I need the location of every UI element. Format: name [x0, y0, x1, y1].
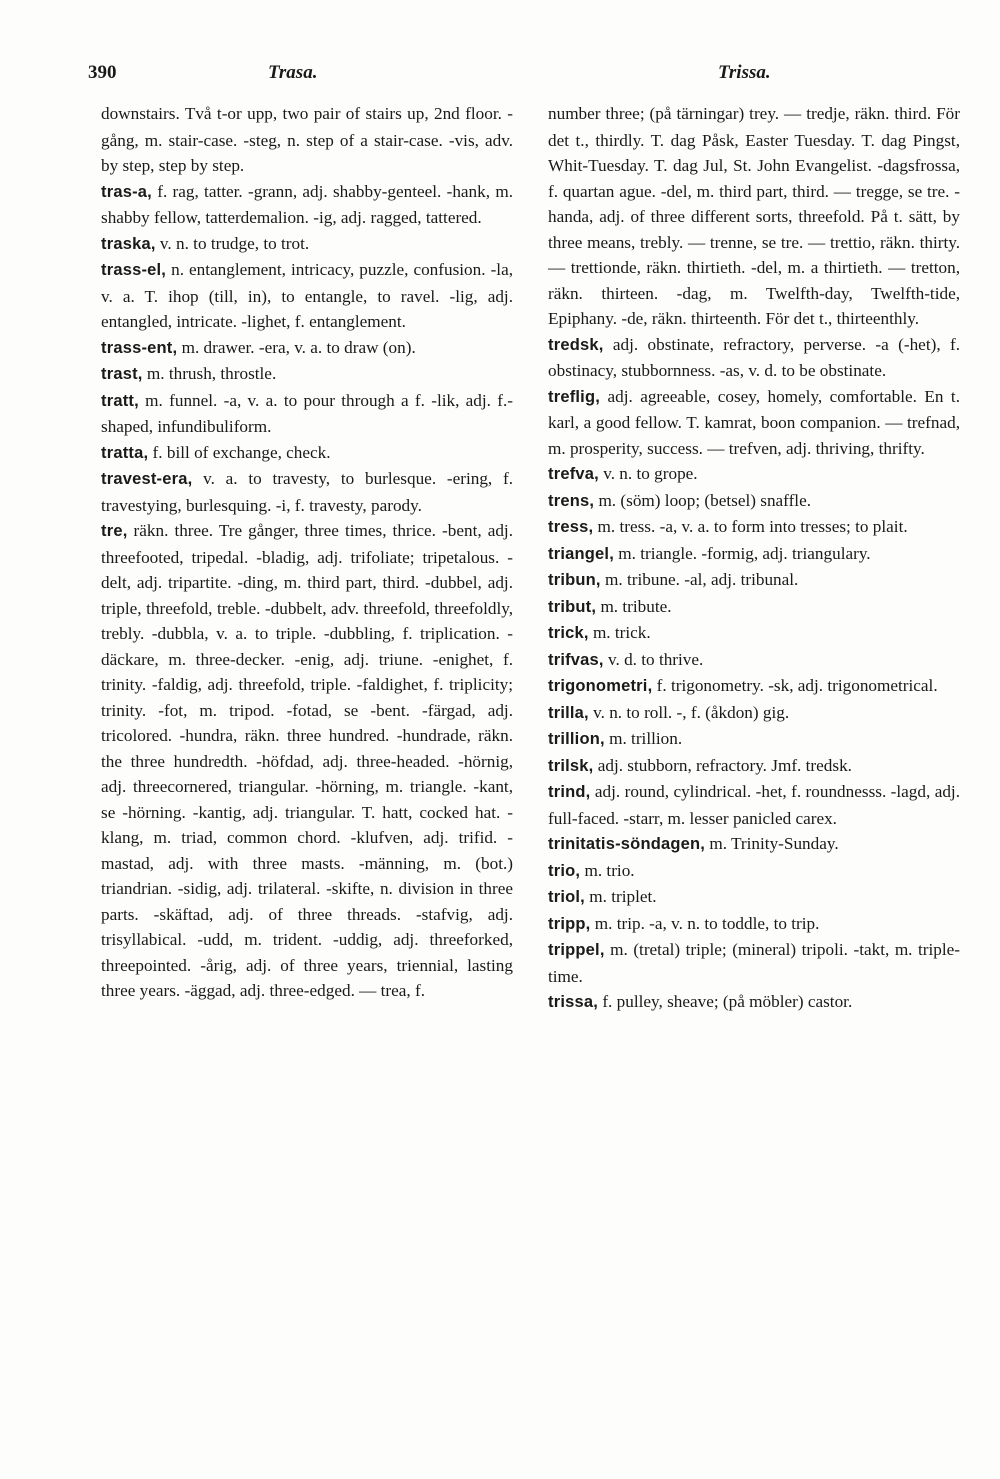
definition: f. rag, tatter. -grann, adj. shabby-genteel. -hank, m. shabby fellow, tatterdemalion. -ig, adj. ragged, tattered.: [101, 181, 513, 227]
definition: adj. obstinate, refractory, perverse. -a (-het), f. obstinacy, stubbornness. -as, v. d. to be obstinate.: [548, 334, 960, 380]
headword: tratta,: [101, 443, 149, 462]
definition: m. (söm) loop; (betsel) snaffle.: [598, 490, 812, 510]
definition: number three; (på tärningar) trey. — tredje, räkn. third. För det t., thirdly. T. dag Påsk, Easter Tuesday. T. dag Pingst, Whit-Tuesday. T. dag Jul, St. John Evangelist. -dagsfrossa, f. quartan ague. -del, m. third part, third. — tregge, se tre. -handa, adj. of three different sorts, threefold. På t. sätt, by three means, trebly. — trenne, se tre. — trettio, räkn. thirty. — trettionde, räkn. thirtieth. -del, m. a thirtieth. — tretton, räkn. thirteen. -dag, m. Twelfth-day, Twelfth-tide, Epiphany. -de, räkn. thirteenth. För det t., thirteenthly.: [548, 104, 960, 328]
headword: trick,: [548, 624, 589, 642]
headword: tribun,: [548, 571, 601, 589]
definition: f. trigonometry. -sk, adj. trigonometrical.: [656, 676, 938, 695]
dictionary-entry: [101, 257, 513, 335]
dictionary-entry: [101, 335, 513, 362]
definition: v. a. to travesty, to burlesque. -ering, f. travestying, burlesquing. -i, f. travesty, parody.: [101, 469, 513, 515]
dictionary-entry: [101, 179, 513, 231]
dictionary-entry: [548, 384, 960, 462]
dictionary-entry: [548, 911, 960, 938]
headword: tripp,: [548, 914, 591, 933]
definition: m. trick.: [592, 623, 651, 642]
headword: trens,: [548, 491, 595, 510]
headword: tratt,: [101, 391, 139, 410]
dictionary-entry: [548, 831, 960, 858]
definition: m. tress. -a, v. a. to form into tresses; to plait.: [597, 517, 908, 536]
definition: v. n. to grope.: [603, 464, 698, 483]
definition: m. thrush, throstle.: [146, 364, 277, 383]
definition: m. trip. -a, v. n. to toddle, to trip.: [594, 913, 820, 933]
headword: trind,: [548, 783, 591, 801]
headword: triol,: [548, 888, 585, 906]
dictionary-entry: [548, 937, 960, 989]
headword: trilla,: [548, 703, 589, 722]
definition: m. tribute.: [600, 596, 672, 616]
headword: trinitatis-söndagen,: [548, 835, 706, 853]
headword: tribut,: [548, 597, 597, 616]
definition: m. (tretal) triple; (mineral) tripoli. -takt, m. triple-time.: [548, 940, 961, 986]
dictionary-entry: [101, 388, 513, 440]
left-guide-word: Trasa.: [268, 62, 318, 83]
headword: travest-era,: [101, 470, 193, 488]
headword: trilsk,: [548, 756, 594, 775]
headword: traska,: [101, 234, 156, 253]
definition: m. triplet.: [589, 887, 657, 906]
dictionary-entry: [548, 858, 960, 885]
right-column: [548, 101, 960, 1016]
definition: m. Trinity-Sunday.: [709, 834, 839, 853]
dictionary-entry: [101, 466, 513, 518]
definition: downstairs. Två t-or upp, two pair of stairs up, 2nd floor. -gång, m. stair-case. -steg, n. step of a stair-case. -vis, adv. by step, step by step.: [101, 104, 513, 175]
dictionary-entry: [548, 726, 960, 753]
page-number: 390: [88, 62, 117, 83]
definition: m. funnel. -a, v. a. to pour through a f. -lik, adj. f.-shaped, infundibuliform.: [101, 390, 514, 436]
dictionary-entry: [101, 231, 513, 258]
dictionary-entry: [548, 673, 960, 700]
dictionary-entry: [548, 541, 960, 568]
dictionary-entry: [101, 101, 513, 179]
definition: n. entanglement, intricacy, puzzle, confusion. -la, v. a. T. ihop (till, in), to entangle, to ravel. -lig, adj. entangled, intricate. -lighet, f. entanglement.: [101, 260, 513, 331]
right-guide-word: Trissa.: [718, 62, 771, 83]
dictionary-entry: [548, 101, 960, 332]
headword: trass-el,: [101, 261, 167, 279]
dictionary-entry: [548, 514, 960, 541]
dictionary-entry: [548, 594, 960, 621]
headword: trissa,: [548, 993, 599, 1011]
dictionary-entry: [548, 567, 960, 594]
definition: m. triangle. -formig, adj. triangulary.: [618, 543, 871, 563]
left-column: [101, 101, 513, 1004]
headword: triangel,: [548, 544, 614, 563]
definition: v. n. to trudge, to trot.: [159, 233, 310, 253]
definition: f. bill of exchange, check.: [152, 442, 331, 462]
headword: trifvas,: [548, 650, 604, 669]
dictionary-entry: [548, 461, 960, 488]
dictionary-entry: [548, 647, 960, 674]
dictionary-entry: [101, 518, 513, 1004]
headword: trefva,: [548, 465, 599, 483]
headword: trillion,: [548, 730, 605, 748]
definition: adj. agreeable, cosey, homely, comfortable. En t. karl, a good fellow. T. kamrat, boon companion. — trefnad, m. prosperity, success. — trefven, adj. thriving, thrifty.: [548, 386, 961, 458]
dictionary-entry: [548, 488, 960, 515]
dictionary-entry: [101, 361, 513, 388]
definition: v. n. to roll. -, f. (åkdon) gig.: [593, 702, 790, 722]
headword: tredsk,: [548, 335, 604, 354]
headword: tre,: [101, 522, 128, 540]
dictionary-entry: [548, 620, 960, 647]
dictionary-entry: [548, 753, 960, 780]
definition: f. pulley, sheave; (på möbler) castor.: [602, 992, 853, 1011]
headword: trippel,: [548, 941, 605, 959]
definition: adj. stubborn, refractory. Jmf. tredsk.: [597, 755, 852, 775]
headword: trigonometri,: [548, 677, 653, 695]
dictionary-entry: [548, 779, 960, 831]
definition: v. d. to thrive.: [608, 649, 704, 669]
headword: tress,: [548, 518, 594, 536]
definition: m. trio.: [584, 860, 635, 880]
definition: m. trillion.: [609, 729, 683, 748]
headword: trass-ent,: [101, 338, 178, 357]
headword: tras-a,: [101, 182, 152, 201]
dictionary-entry: [101, 440, 513, 467]
headword: treflig,: [548, 387, 601, 406]
dictionary-entry: [548, 884, 960, 911]
dictionary-entry: [548, 332, 960, 384]
page-header: [88, 62, 968, 92]
definition: m. drawer. -era, v. a. to draw (on).: [181, 337, 416, 357]
dictionary-entry: [548, 700, 960, 727]
definition: räkn. three. Tre gånger, three times, thrice. -bent, adj. threefooted, tripedal. -bladig, adj. trifoliate; tripetalous. -delt, adj. tripartite. -ding, m. third part, third. -dubbel, adj. triple, threefold, treble. -dubbelt, adv. threefold, threefoldly, trebly. -dubbla, v. a. to triple. -dubbling, f. triplication. -däckare, m. three-decker. -enig, adj. triune. -enighet, f. trinity. -faldig, adj. threefold, triple. -faldighet, f. triplicity; trinity. -fot, m. tripod. -fotad, se -bent. -färgad, adj. tricolored. -hundra, räkn. three hundred. -hundrade, räkn. the three hundredth. -höfdad, adj. three-headed. -hörnig, adj. threecornered, triangular. -hörning, m. triangle. -kant, se -hörning. -kantig, adj. triangular. T. hatt, cocked hat. -klang, m. triad, common chord. -klufven, adj. trifid. -mastad, adj. with three masts. -männing, m. (bot.) triandrian. -sidig, adj. trilateral. -skifte, n. division in three parts. -skäftad, adj. of three threads. -stafvig, adj. trisyllabical. -udd, m. trident. -uddig, adj. threeforked, threepointed. -årig, adj. of three years, triennial, lasting three years. -äggad, adj. three-edged. — trea, f.: [101, 521, 513, 1000]
definition: adj. round, cylindrical. -het, f. roundnesss. -lagd, adj. full-faced. -starr, m. lesser panicled carex.: [548, 782, 961, 828]
definition: m. tribune. -al, adj. tribunal.: [605, 570, 799, 589]
dictionary-entry: [548, 989, 960, 1016]
headword: trio,: [548, 861, 581, 880]
headword: trast,: [101, 365, 143, 383]
